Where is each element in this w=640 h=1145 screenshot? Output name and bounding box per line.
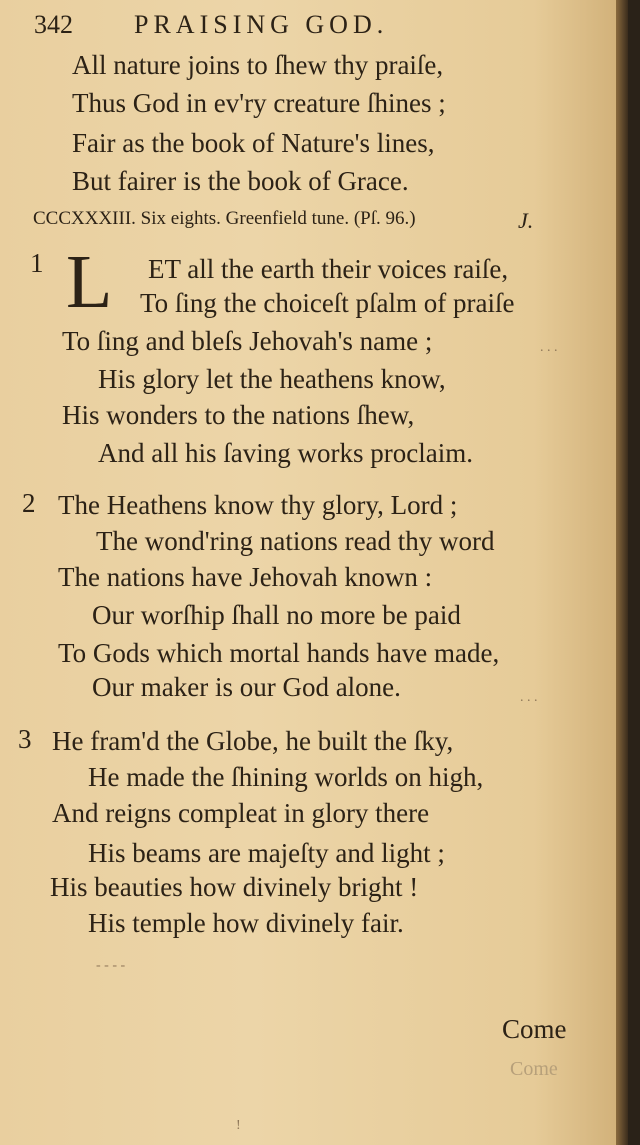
verse-line: All nature joins to ſhew thy praiſe, (72, 50, 444, 80)
verse-line: His wonders to the nations ſhew, (62, 400, 415, 430)
stanza-number: 3 (18, 724, 32, 754)
verse-line: His temple how divinely fair. (88, 908, 404, 938)
running-head: PRAISING GOD. (134, 10, 389, 39)
bleed-through-text: Come (510, 1058, 558, 1080)
verse-line: Fair as the book of Nature's lines, (72, 128, 435, 158)
verse-line: And reigns compleat in glory there (52, 798, 430, 828)
verse-line: ET all the earth their voices raiſe, (148, 254, 509, 284)
verse-line: But fairer is the book of Grace. (72, 166, 409, 196)
hymn-author-mark: J. (518, 208, 534, 233)
verse-line: His glory let the heathens know, (98, 364, 446, 394)
stanza-number: 1 (30, 248, 44, 278)
drop-cap: L (66, 240, 113, 324)
verse-line: And all his ſaving works proclaim. (98, 438, 473, 468)
verse-line: The nations have Jehovah known : (58, 562, 433, 592)
verse-line: The Heathens know thy glory, Lord ; (58, 490, 458, 520)
verse-line: He fram'd the Globe, he built the ſky, (52, 726, 454, 756)
verse-line: The wond'ring nations read thy word (96, 526, 495, 556)
ink-speck: ! (236, 1118, 241, 1133)
verse-line: Thus God in ev'ry creature ſhines ; (72, 88, 446, 118)
page-number: 342 (34, 10, 73, 39)
verse-line: To Gods which mortal hands have made, (58, 638, 500, 668)
verse-line: To ſing and bleſs Jehovah's name ; (62, 326, 433, 356)
verse-line: To ſing the choiceſt pſalm of praiſe (140, 288, 515, 318)
stanza-number: 2 (22, 488, 36, 518)
page-edge (616, 0, 628, 1145)
verse-line: His beauties how divinely bright ! (50, 872, 419, 902)
verse-line: He made the ſhining worlds on high, (88, 762, 484, 792)
catchword: Come (502, 1014, 567, 1044)
ink-speck: . . . (520, 690, 538, 705)
page-header (34, 10, 594, 50)
ink-speck: - - - - (96, 958, 126, 973)
verse-line: Our worſhip ſhall no more be paid (92, 600, 461, 630)
verse-line: Our maker is our God alone. (92, 672, 401, 702)
ink-speck: . . . (540, 340, 558, 355)
hymn-title: CCCXXXIII. Six eights. Greenfield tune. (Pſ. 96.) (33, 208, 416, 229)
verse-line: His beams are majeſty and light ; (88, 838, 445, 868)
